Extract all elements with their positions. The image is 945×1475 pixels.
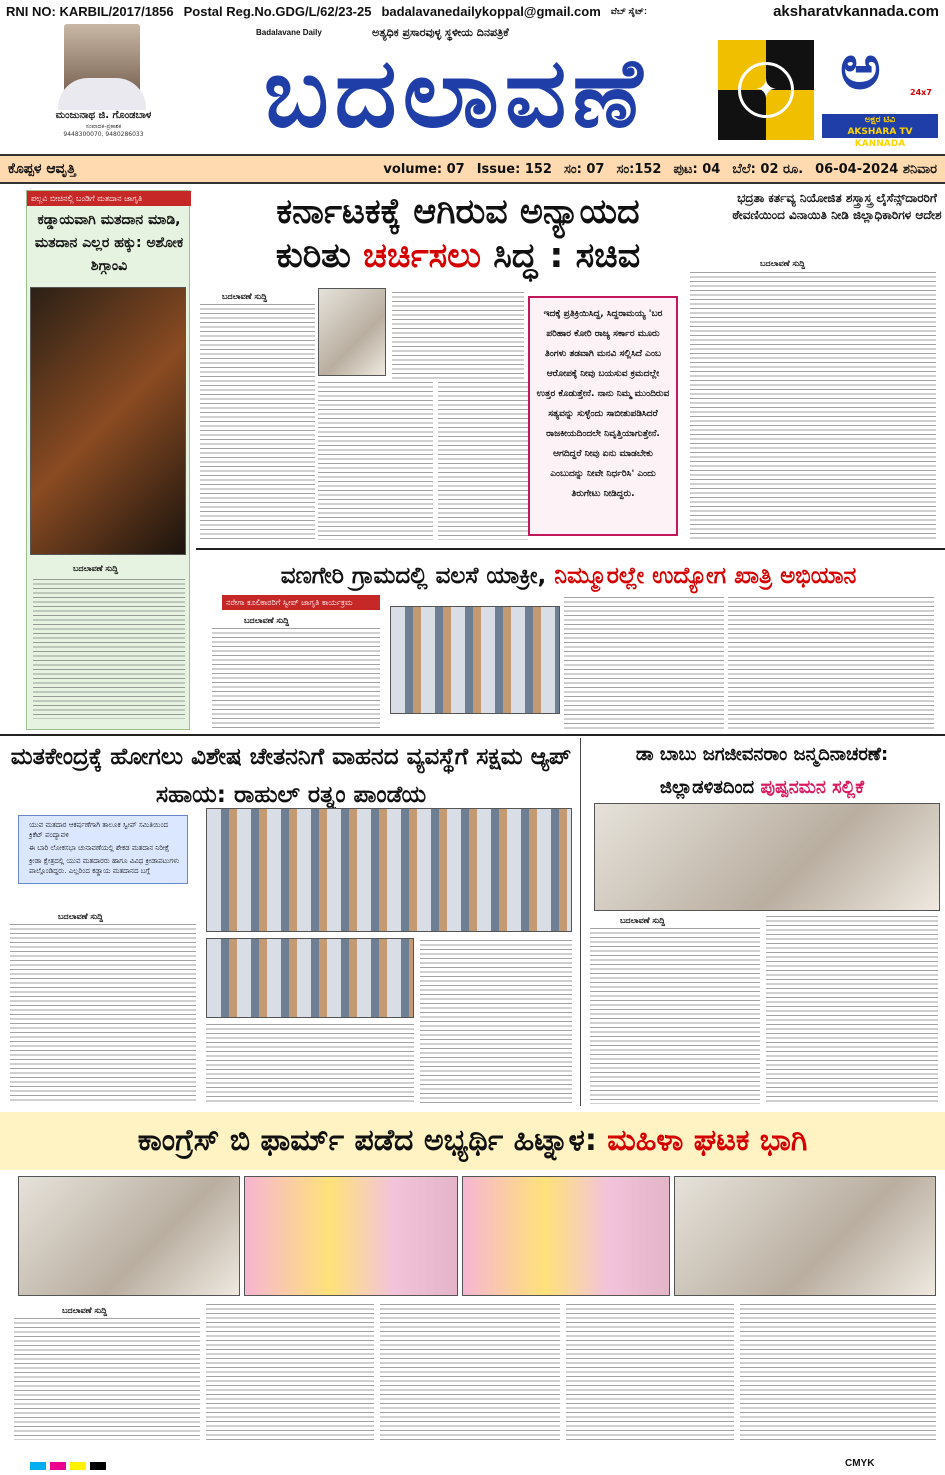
story5-photo-4 (674, 1176, 936, 1296)
story4-byline: ಬದಲಾವಣೆ ಸುದ್ದಿ (620, 916, 666, 925)
story5-photo-3 (462, 1176, 670, 1296)
story3-body-1 (10, 924, 196, 1104)
divider (0, 734, 945, 736)
story4-headline-part-b: ಜಿಲ್ಲಾಡಳಿತದಿಂದ (659, 777, 755, 798)
editor-role: ಸಂಪಾದಕ-ಪ್ರಕಾಶಕ (85, 123, 122, 130)
story3-headline: ಮತಕೇಂದ್ರಕ್ಕೆ ಹೋಗಲು ವಿಶೇಷ ಚೇತನನಿಗೆ ವಾಹನದ ವ್ಯವಸ್ಥೆಗೆ ಸಕ್ಷಮ ಆ್ಯಪ್ ಸಹಾಯ: ರಾಹುಲ್ ರತ್ನಂ ಪಾಂಡೆಯ (10, 744, 572, 808)
email[interactable]: badalavanedailykoppal@gmail.com (381, 3, 601, 19)
tv-logo-bar (822, 114, 938, 149)
sam-volume: ಸಂ: 07 (563, 161, 605, 177)
editor-info (36, 123, 171, 139)
right-story-byline: ಬದಲಾವಣೆ ಸುದ್ದಿ (760, 259, 806, 268)
left-story-body (33, 579, 185, 719)
left-story (26, 190, 190, 730)
story2-headline-part-a: ವಣಗೇರಿ ಗ್ರಾಮದಲ್ಲಿ ವಲಸೆ ಯಾಕ್ರೀ, (280, 563, 547, 589)
left-story-byline: ಬದಲಾವಣೆ ಸುದ್ದಿ (73, 564, 119, 573)
lead-byline: ಬದಲಾವಣೆ ಸುದ್ದಿ (222, 292, 268, 301)
issue-info-bar (0, 154, 945, 184)
masthead-tagline: ಅತ್ಯಧಿಕ ಪ್ರಸಾರವುಳ್ಳ ಸ್ಥಳೀಯ ದಿನಪತ್ರಿಕೆ (372, 26, 509, 39)
left-story-kicker: ಪಲ್ಲವಿ ಬೀಚಿನಲ್ಲಿ ಬಂಡಿಗೆ ಮತದಾನ ಜಾಗೃತಿ (27, 191, 191, 206)
email-label: ವೆಬ್ ಸೈಟ್: (610, 5, 647, 16)
right-story-headline: ಭದ್ರತಾ ಕರ್ತವ್ಯ ನಿಯೋಜಿತ ಶಸ್ತ್ರಾಸ್ತ್ರ ಲೈಸೆನ್ಸ್‌ದಾರರಿಗೆ ಠೇವಣಿಯಿಂದ ವಿನಾಯಿತಿ ನೀಡಿ ಜಿಲ್ಲಾಧಿಕಾರಿಗಳ ಆದೇಶ (732, 191, 942, 222)
story4-headline-pink: ಪುಷ್ಪನಮನ ಸಲ್ಲಿಕೆ (760, 777, 865, 798)
divider (580, 738, 581, 1106)
bullet-item: ಈ ಬಾರಿ ಲೋಕಸಭಾ ಚುನಾವಣೆಯಲ್ಲಿ ಶೇಕಡ ಮತದಾನ ನಿರೀಕ್ಷೆ (29, 844, 170, 852)
color-swatch (70, 1462, 86, 1470)
edition: ಕೊಪ್ಪಳ ಆವೃತ್ತಿ (8, 161, 76, 177)
rni-number: RNI NO: KARBIL/2017/1856 (6, 3, 174, 19)
story5-headline-red: ಮಹಿಳಾ ಘಟಕ ಭಾಗಿ (607, 1123, 808, 1158)
tv-logo (818, 30, 942, 148)
lead-headline-line1: ಕರ್ನಾಟಕಕ್ಕೆ ಆಗಿರುವ ಅನ್ಯಾಯದ (276, 192, 640, 232)
lead-body-col1 (200, 304, 315, 540)
story5-body-3 (380, 1304, 560, 1440)
masthead-english: Badalavane Daily (256, 28, 322, 37)
lead-body-col3 (392, 292, 524, 382)
cmyk-mark: CMYK (845, 1458, 875, 1469)
tv-badge: 24x7 (910, 88, 932, 97)
left-story-headline: ಕಡ್ಡಾಯವಾಗಿ ಮತದಾನ ಮಾಡಿ, ಮತದಾನ ಎಲ್ಲರ ಹಕ್ಕು: ಅಶೋಕ ಶಿಗ್ಗಾಂವಿ (34, 212, 184, 274)
story5-photo-1 (18, 1176, 240, 1296)
story2-body-1 (212, 628, 380, 728)
color-swatch (50, 1462, 66, 1470)
story5-byline: ಬದಲಾವಣೆ ಸುದ್ದಿ (62, 1306, 108, 1315)
issue: Issue: 152 (476, 161, 552, 177)
bullet-item: ಯುವ ಮತದಾರ ಆಕರ್ಷಣೆಗಾಗಿ ತಾಲೂಕ ಸ್ವೀಪ್ ಸಮಿತಿಯಿಂದ ಕ್ರಿಕೆಟ್ ಪಂದ್ಯಾವಳಿ (29, 821, 169, 839)
story5-headline (0, 1112, 945, 1170)
lead-headline-line2 (196, 234, 720, 278)
story3-bullets (18, 815, 188, 884)
price: ಬೆಲೆ: 02 ರೂ. (732, 161, 804, 177)
divider (196, 548, 945, 550)
story2-kicker: ನರೇಗಾ ಕೂಲಿಕಾರರಿಗೆ ಸ್ವೀಪ್ ಜಾಗೃತಿ ಕಾರ್ಯಕ್ರಮ (222, 595, 380, 610)
lead-headline-part-c: ಸಿದ್ಧ : ಸಚಿವ (493, 236, 641, 276)
tv-logo-name: ಅಕ್ಷರ ಟಿವಿ (864, 115, 896, 125)
top-bar (0, 0, 945, 22)
quote-box (528, 296, 678, 536)
story4-headline (584, 738, 940, 804)
story4-headline-line2 (584, 771, 940, 804)
quote-box-text: ಇದಕ್ಕೆ ಪ್ರತಿಕ್ರಿಯಿಸಿದ್ದ, ಸಿದ್ದರಾಮಯ್ಯ 'ಬರ ಪರಿಹಾರ ಕೋರಿ ರಾಜ್ಯ ಸರ್ಕಾರ ಮೂರು ತಿಂಗಳು ತಡವಾಗಿ ಮನವಿ ಸಲ್ಲಿಸಿದೆ ಎಂಬ ಆರೋಪಕ್ಕೆ ನೀವು ಬಯಸುವ ಕ್ರಮದಲ್ಲೇ ಉತ್ತರ ಕೊಡುತ್ತೇನೆ. ನಾನು ನಿಮ್ಮ ಮುಂದಿರುವ ಸತ್ಯವನ್ನು ಸುಳ್ಳೆಂದು ಸಾಬೀತುಪಡಿಸಿದರೆ ರಾಜಕೀಯದಿಂದಲೇ ನಿವೃತ್ತಿಯಾಗುತ್ತೇನೆ. ಆಗದಿದ್ದರೆ ನೀವು ಏನು ಮಾಡಬೇಕು ಎಂಬುದನ್ನು ನೀವೇ ನಿರ್ಧರಿಸಿ' ಎಂದು ತಿರುಗೇಟು ನೀಡಿದ್ದರು. (536, 309, 670, 499)
color-swatch (90, 1462, 106, 1470)
story3-body-2 (420, 940, 572, 1104)
story2-headline (196, 554, 941, 598)
compass-icon: ✦ (738, 62, 794, 118)
story5-headline-part-a: ಕಾಂಗ್ರೆಸ್ ಬಿ ಫಾರ್ಮ್ ಪಡೆದ ಅಭ್ಯರ್ಥಿ ಹಿಟ್ನಾಳ: (137, 1123, 597, 1158)
story3-body-3 (206, 1024, 414, 1104)
story2-body-2 (564, 597, 724, 729)
story5-body-4 (566, 1304, 734, 1440)
editor-name: ಮಂಜುನಾಥ ಜಿ. ಗೊಂಡಬಾಳ (55, 110, 152, 121)
story5-photo-2 (244, 1176, 458, 1296)
editor-phones: 9448300070, 9480286033 (63, 131, 144, 138)
lead-body-col2 (318, 382, 433, 540)
volume: volume: 07 (383, 161, 465, 177)
right-story-body (690, 272, 936, 540)
lead-headline-red: ಚರ್ಚಿಸಲು (363, 236, 481, 276)
story3-byline: ಬದಲಾವಣೆ ಸುದ್ದಿ (58, 912, 104, 921)
story2-byline: ಬದಲಾವಣೆ ಸುದ್ದಿ (244, 616, 290, 625)
story5-body-5 (740, 1304, 936, 1440)
tv-logo-channel: AKSHARA TV KANNADA (847, 127, 913, 149)
story3-photo-1 (206, 808, 572, 932)
bullet-item: ಕ್ರೀಡಾ ಕ್ಷೇತ್ರದಲ್ಲಿ ಯುವ ಮತದಾರರು ಹಾಗೂ ವಿವಿಧ ಕ್ರೀಡಾಪಟುಗಳು ಪಾಲ್ಗೊಂಡಿದ್ದರು. ಎಲ್ಲರಿಂದ ಕಡ್ಡಾಯ ಮತದಾನದ ಬಗ್ಗೆ (29, 857, 180, 875)
story4-photo (594, 803, 940, 911)
story4-headline-line1: ಡಾ ಬಾಬು ಜಗಜೀವನರಾಂ ಜನ್ಮದಿನಾಚರಣೆ: (635, 744, 889, 765)
story4-body-2 (766, 916, 938, 1104)
story5-body-1 (14, 1318, 200, 1440)
sam-issue: ಸಂ:152 (616, 161, 662, 177)
story3-photo-2 (206, 938, 414, 1018)
story2-headline-red: ನಿಮ್ಮೂರಲ್ಲೇ ಉದ್ಯೋಗ ಖಾತ್ರಿ ಅಭಿಯಾನ (554, 563, 857, 589)
compass-logo (718, 40, 814, 140)
lead-headline-part-b: ಕುರಿತು (275, 236, 351, 276)
tv-logo-letter: ಅ (840, 30, 881, 103)
website[interactable]: aksharatvkannada.com (773, 2, 939, 20)
story2-body-3 (728, 597, 934, 729)
color-swatch (30, 1462, 46, 1470)
editor-shirt (58, 78, 146, 110)
masthead-title: ಬದಲಾವಣೆ (263, 37, 649, 149)
story2-photo (390, 606, 560, 714)
postal-reg: Postal Reg.No.GDG/L/62/23-25 (183, 3, 372, 19)
minister-photo (318, 288, 386, 376)
lead-body-col4 (438, 382, 528, 540)
left-story-photo (30, 287, 186, 555)
lead-headline (196, 190, 720, 280)
story4-body-1 (590, 928, 760, 1104)
pages: ಪುಟ: 04 (673, 161, 721, 177)
date: 06-04-2024 ಶನಿವಾರ (815, 161, 937, 177)
story5-body-2 (206, 1304, 374, 1440)
